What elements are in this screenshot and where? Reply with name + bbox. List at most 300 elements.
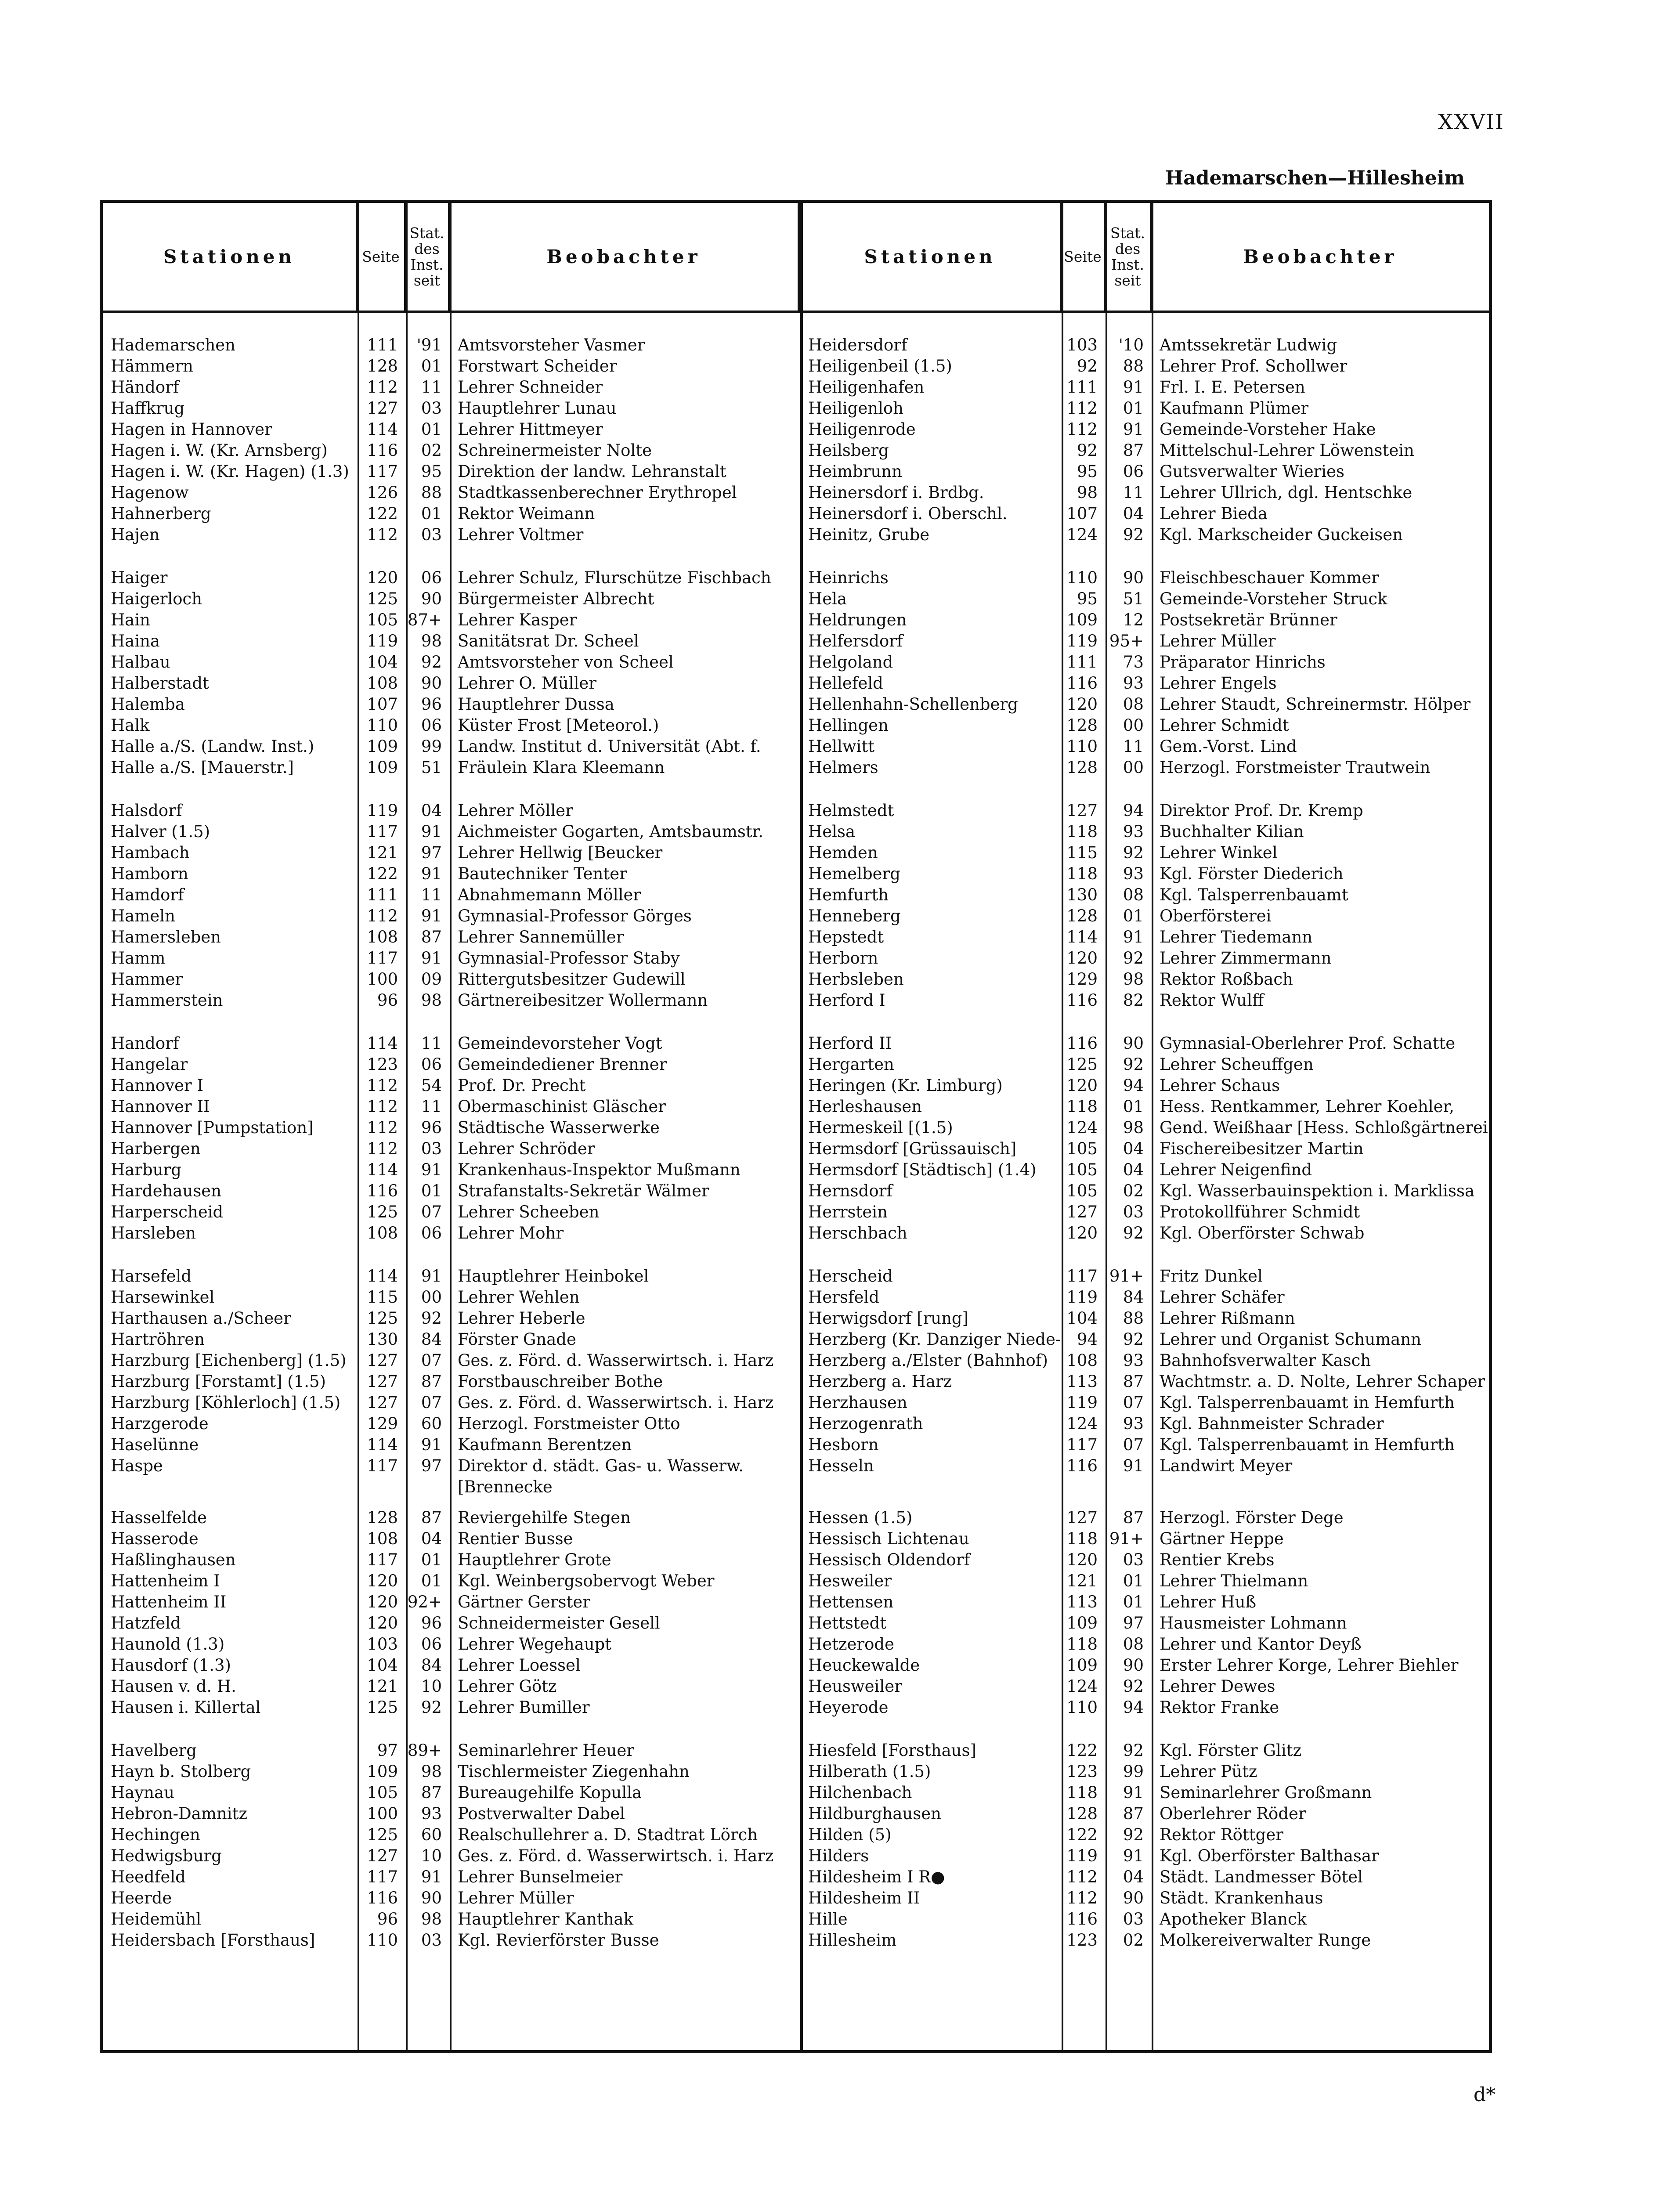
page-ref: 120 <box>1066 949 1098 968</box>
page-ref: 110 <box>367 716 398 735</box>
page-ref: 119 <box>1066 1846 1098 1865</box>
year-since: 91 <box>421 907 442 925</box>
year-since: 00 <box>1123 716 1144 735</box>
station-name: Helmers <box>808 758 878 777</box>
year-since: 06 <box>421 568 442 587</box>
table-row <box>103 885 800 906</box>
page-ref: 107 <box>367 695 398 714</box>
year-since: 60 <box>421 1414 442 1433</box>
table-row <box>103 1740 800 1761</box>
observer-name: Lehrer Schäfer <box>1160 1288 1285 1307</box>
page-ref: 96 <box>377 1910 398 1929</box>
table-row <box>800 1054 1492 1075</box>
year-since: 04 <box>421 801 442 820</box>
page-ref: 114 <box>1066 928 1098 946</box>
table-row <box>103 1329 800 1350</box>
year-since: 84 <box>421 1656 442 1675</box>
observer-name: Amtssekretär Ludwig <box>1160 336 1337 354</box>
observer-name: Kgl. Talsperrenbauamt in Hemfurth <box>1160 1393 1455 1412</box>
observer-name: Seminarlehrer Heuer <box>458 1741 634 1760</box>
station-name: Haynau <box>111 1783 174 1802</box>
page-ref: 112 <box>367 1118 398 1137</box>
table-row <box>103 1507 800 1528</box>
page-ref: 120 <box>367 1593 398 1611</box>
station-name: Halsdorf <box>111 801 182 820</box>
right-entry-block <box>800 1266 1492 1477</box>
station-name: Heilsberg <box>808 441 889 460</box>
page-ref: 120 <box>1066 1224 1098 1242</box>
year-since: 92 <box>1123 1224 1144 1242</box>
page-ref: 103 <box>1066 336 1098 354</box>
table-row <box>800 1867 1492 1888</box>
observer-name: Lehrer Wegehaupt <box>458 1635 612 1654</box>
page-ref: 94 <box>1077 1330 1098 1349</box>
observer-name: Lehrer Heberle <box>458 1309 585 1328</box>
page-ref: 112 <box>367 1097 398 1116</box>
left-entry-block <box>103 1033 800 1244</box>
table-row <box>103 1676 800 1697</box>
table-row <box>103 1075 800 1096</box>
page-ref: 116 <box>1066 1456 1098 1475</box>
station-name: Heiligenrode <box>808 420 916 439</box>
table-row <box>800 694 1492 715</box>
observer-name: Direktor Prof. Dr. Kremp <box>1160 801 1363 820</box>
observer-name: Fleischbeschauer Kommer <box>1160 568 1379 587</box>
year-since: 84 <box>421 1330 442 1349</box>
year-since: 93 <box>1123 674 1144 693</box>
table-row <box>103 1528 800 1549</box>
page-ref: 108 <box>367 1529 398 1548</box>
observer-name: Hauptlehrer Heinbokel <box>458 1267 649 1286</box>
observer-name: Präparator Hinrichs <box>1160 653 1326 672</box>
table-row <box>800 482 1492 503</box>
year-since: 87 <box>1123 1804 1144 1823</box>
table-row <box>800 990 1492 1011</box>
station-name: Hildburghausen <box>808 1804 941 1823</box>
year-since: 10 <box>421 1677 442 1696</box>
observer-name: Kgl. Weinbergsobervogt Weber <box>458 1571 715 1590</box>
observer-name: Lehrer Prof. Schollwer <box>1160 357 1348 376</box>
table-row <box>103 673 800 694</box>
year-since: 04 <box>1123 1139 1144 1158</box>
station-name: Haselünne <box>111 1435 199 1454</box>
station-name: Herzhausen <box>808 1393 907 1412</box>
year-since: 99 <box>1123 1762 1144 1781</box>
table-row <box>800 757 1492 778</box>
right-entry-block <box>800 1507 1492 1718</box>
page-ref: 121 <box>367 1677 398 1696</box>
table-row <box>800 652 1492 673</box>
page-ref: 130 <box>1066 885 1098 904</box>
table-row <box>800 1824 1492 1846</box>
table-row <box>800 1350 1492 1371</box>
observer-name: Gutsverwalter Wieries <box>1160 462 1345 481</box>
observer-name: Forstbauschreiber Bothe <box>458 1372 663 1391</box>
table-row <box>103 1613 800 1634</box>
year-since: 95+ <box>1109 632 1144 650</box>
station-name: Heiligenloh <box>808 399 904 418</box>
page-ref: 127 <box>1066 1203 1098 1221</box>
page-ref: 119 <box>367 801 398 820</box>
table-row <box>800 440 1492 461</box>
table-row <box>103 715 800 736</box>
year-since: 88 <box>1123 1309 1144 1328</box>
station-name: Hardehausen <box>111 1181 222 1200</box>
observer-name: Kgl. Wasserbauinspektion i. Marklissa <box>1160 1181 1475 1200</box>
year-since: 91 <box>421 1267 442 1286</box>
table-row <box>103 567 800 589</box>
table-row <box>800 927 1492 948</box>
page-ref: 105 <box>367 610 398 629</box>
year-since: 91+ <box>1109 1267 1144 1286</box>
table-row <box>800 398 1492 419</box>
table-row <box>800 567 1492 589</box>
observer-name: Reviergehilfe Stegen <box>458 1508 631 1527</box>
table-row <box>800 419 1492 440</box>
station-name: Helgoland <box>808 653 893 672</box>
table-row <box>103 524 800 545</box>
table-row <box>800 335 1492 356</box>
page-ref: 100 <box>367 1804 398 1823</box>
observer-name: Stadtkassenberechner Erythropel <box>458 483 737 502</box>
year-since: 87 <box>1123 441 1144 460</box>
year-since: 02 <box>421 441 442 460</box>
station-name: Hemden <box>808 843 878 862</box>
station-name: Hattenheim I <box>111 1571 220 1590</box>
year-since: 91 <box>421 1867 442 1886</box>
station-name: Hain <box>111 610 150 629</box>
table-row <box>103 1181 800 1202</box>
station-name: Heidersbach [Forsthaus] <box>111 1931 315 1950</box>
table-row <box>103 906 800 927</box>
year-since: 87 <box>1123 1508 1144 1527</box>
station-name: Hamdorf <box>111 885 184 904</box>
observer-name: Förster Gnade <box>458 1330 576 1349</box>
station-name: Hamersleben <box>111 928 221 946</box>
table-row <box>103 461 800 482</box>
observer-name: Tischlermeister Ziegenhahn <box>458 1762 690 1781</box>
page-ref: 122 <box>1066 1825 1098 1844</box>
year-since: 08 <box>1123 885 1144 904</box>
station-name: Harsefeld <box>111 1267 192 1286</box>
page-ref: 98 <box>1077 483 1098 502</box>
station-name: Hilders <box>808 1846 869 1865</box>
station-name: Hessen (1.5) <box>808 1508 913 1527</box>
table-row <box>103 1782 800 1803</box>
page-ref: 112 <box>367 1139 398 1158</box>
page-ref: 117 <box>367 822 398 841</box>
station-name: Halver (1.5) <box>111 822 210 841</box>
table-row <box>800 610 1492 631</box>
right-entry-block <box>800 335 1492 545</box>
table-row <box>103 1846 800 1867</box>
table-row <box>800 1930 1492 1951</box>
year-since: 89+ <box>407 1741 442 1760</box>
year-since: 11 <box>1123 483 1144 502</box>
observer-name: Lehrer Engels <box>1160 674 1277 693</box>
station-name: Heyerode <box>808 1698 889 1717</box>
header-stationen-right: Stationen <box>800 203 1062 311</box>
table-row <box>800 356 1492 377</box>
table-row <box>800 885 1492 906</box>
year-since: 92 <box>421 1309 442 1328</box>
page-ref: 125 <box>367 1698 398 1717</box>
observer-name: Lehrer und Organist Schumann <box>1160 1330 1422 1349</box>
page-ref: 123 <box>1066 1931 1098 1950</box>
year-since: 09 <box>421 970 442 989</box>
table-row <box>800 1413 1492 1434</box>
page-ref: 119 <box>1066 1288 1098 1307</box>
page-ref: 125 <box>367 1309 398 1328</box>
observer-name: Hauptlehrer Dussa <box>458 695 614 714</box>
station-name: Hademarschen <box>111 336 236 354</box>
station-name: Heldrungen <box>808 610 907 629</box>
station-name: Harsleben <box>111 1224 196 1242</box>
year-since: 88 <box>1123 357 1144 376</box>
page-ref: 109 <box>367 758 398 777</box>
table-row <box>103 1888 800 1909</box>
station-name: Heidemühl <box>111 1910 202 1929</box>
table-row <box>103 356 800 377</box>
observer-name: Lehrer Rißmann <box>1160 1309 1295 1328</box>
page-ref: 119 <box>367 632 398 650</box>
observer-name: Lehrer Dewes <box>1160 1677 1275 1696</box>
table-row <box>103 503 800 524</box>
year-since: 07 <box>1123 1435 1144 1454</box>
station-name: Helmstedt <box>808 801 894 820</box>
observer-name: Krankenhaus-Inspektor Mußmann <box>458 1160 741 1179</box>
table-row <box>800 736 1492 757</box>
observer-name: Lehrer Bieda <box>1160 504 1268 523</box>
observer-name: Kgl. Revierförster Busse <box>458 1931 659 1950</box>
left-entry-block <box>103 1507 800 1718</box>
year-since: 88 <box>421 483 442 502</box>
observer-name: Gymnasial-Oberlehrer Prof. Schatte <box>1160 1034 1456 1053</box>
year-since: 54 <box>421 1076 442 1095</box>
table-row <box>103 863 800 885</box>
table-row <box>103 1456 800 1477</box>
station-name: Hellwitt <box>808 737 875 756</box>
station-name: Hilchenbach <box>808 1783 912 1802</box>
observer-name: Amtsvorsteher von Scheel <box>458 653 674 672</box>
year-since: 01 <box>421 504 442 523</box>
observer-name: Prof. Dr. Precht <box>458 1076 586 1095</box>
right-entry-block <box>800 567 1492 778</box>
year-since: 03 <box>1123 1203 1144 1221</box>
page-ref: 128 <box>1066 758 1098 777</box>
table-row <box>103 757 800 778</box>
table-row <box>800 1181 1492 1202</box>
table-row <box>800 1287 1492 1308</box>
observer-name: Lehrer Wehlen <box>458 1288 580 1307</box>
year-since: 07 <box>421 1393 442 1412</box>
station-name: Hesweiler <box>808 1571 892 1590</box>
year-since: 00 <box>421 1288 442 1307</box>
page-ref: 118 <box>1066 1529 1098 1548</box>
year-since: 06 <box>421 1055 442 1074</box>
station-name: Hellingen <box>808 716 889 735</box>
year-since: 87 <box>421 928 442 946</box>
station-name: Hilberath (1.5) <box>808 1762 931 1781</box>
page-ref: 116 <box>1066 1034 1098 1053</box>
year-since: 03 <box>421 1931 442 1950</box>
year-since: 96 <box>421 1118 442 1137</box>
station-name: Hille <box>808 1910 848 1929</box>
station-name: Heringen (Kr. Limburg) <box>808 1076 1003 1095</box>
observer-name: Lehrer Thielmann <box>1160 1571 1308 1590</box>
station-name: Hasserode <box>111 1529 199 1548</box>
year-since: 93 <box>1123 822 1144 841</box>
page-ref: 96 <box>377 991 398 1010</box>
year-since: 10 <box>421 1846 442 1865</box>
table-row <box>800 1528 1492 1549</box>
year-since: 98 <box>421 1762 442 1781</box>
year-since: 91 <box>421 1160 442 1179</box>
page-ref: 125 <box>367 1203 398 1221</box>
observer-name: Gymnasial-Professor Staby <box>458 949 680 968</box>
observer-name: Gemeinde-Vorsteher Struck <box>1160 589 1387 608</box>
station-name: Hergarten <box>808 1055 894 1074</box>
table-row <box>103 990 800 1011</box>
page-ref: 124 <box>1066 1414 1098 1433</box>
table-row <box>103 1202 800 1223</box>
station-name: Heinitz, Grube <box>808 525 930 544</box>
station-name: Hagen i. W. (Kr. Hagen) (1.3) <box>111 462 349 481</box>
page-ref: 118 <box>1066 864 1098 883</box>
page-ref: 112 <box>1066 1867 1098 1886</box>
year-since: 95 <box>421 462 442 481</box>
table-row <box>103 1371 800 1392</box>
table-row <box>103 1054 800 1075</box>
page-ref: 112 <box>1066 420 1098 439</box>
page-ref: 127 <box>367 1351 398 1370</box>
table-row <box>103 1434 800 1456</box>
table-row <box>800 1888 1492 1909</box>
year-since: 01 <box>1123 399 1144 418</box>
year-since: 04 <box>421 1529 442 1548</box>
page-number: XXVII <box>1438 110 1504 134</box>
table-row <box>103 377 800 398</box>
station-name: Hellenhahn-Schellenberg <box>808 695 1018 714</box>
station-name: Herscheid <box>808 1267 893 1286</box>
left-entry-block <box>103 335 800 545</box>
observer-name: Herzogl. Förster Dege <box>1160 1508 1344 1527</box>
station-name: Herleshausen <box>808 1097 922 1116</box>
page-ref: 112 <box>367 378 398 397</box>
page-ref: 112 <box>367 1076 398 1095</box>
observer-name: Hess. Rentkammer, Lehrer Koehler, <box>1160 1097 1454 1116</box>
year-since: 91 <box>421 1435 442 1454</box>
year-since: 87 <box>421 1372 442 1391</box>
year-since: 93 <box>1123 1351 1144 1370</box>
station-name: Hetzerode <box>808 1635 894 1654</box>
observer-name: Schreinermeister Nolte <box>458 441 652 460</box>
page-ref: 127 <box>367 1846 398 1865</box>
observer-name: Direktion der landw. Lehranstalt <box>458 462 726 481</box>
year-since: 90 <box>1123 1889 1144 1907</box>
year-since: 98 <box>421 632 442 650</box>
observer-name: Hauptlehrer Kanthak <box>458 1910 634 1929</box>
table-row <box>103 948 800 969</box>
year-since: 91 <box>421 949 442 968</box>
right-entry-block <box>800 800 1492 1011</box>
table-row <box>800 1138 1492 1159</box>
page-ref: 109 <box>367 737 398 756</box>
table-row <box>800 842 1492 863</box>
page-ref: 117 <box>367 949 398 968</box>
header-stat-left: Stat. des Inst. seit <box>406 203 450 311</box>
station-name: Hela <box>808 589 847 608</box>
page-ref: 114 <box>367 1435 398 1454</box>
year-since: 11 <box>421 885 442 904</box>
observer-name: Lehrer Staudt, Schreinermstr. Hölper <box>1160 695 1470 714</box>
station-name: Hammer <box>111 970 183 989</box>
station-name: Hettstedt <box>808 1614 887 1633</box>
table-row <box>800 524 1492 545</box>
year-since: 03 <box>1123 1550 1144 1569</box>
observer-name: Postverwalter Dabel <box>458 1804 625 1823</box>
left-entry-block <box>103 567 800 778</box>
table-row <box>103 1549 800 1571</box>
observer-name: Kgl. Bahnmeister Schrader <box>1160 1414 1384 1433</box>
table-row <box>103 1571 800 1592</box>
year-since: 82 <box>1123 991 1144 1010</box>
year-since: 87 <box>1123 1372 1144 1391</box>
station-name: Hahnerberg <box>111 504 211 523</box>
year-since: '10 <box>1118 336 1144 354</box>
table-row <box>103 1033 800 1054</box>
year-since: 92 <box>1123 1330 1144 1349</box>
observer-name: Gärtner Gerster <box>458 1593 590 1611</box>
page-ref: 105 <box>367 1783 398 1802</box>
table-row <box>800 1507 1492 1528</box>
page-ref: 124 <box>1066 1118 1098 1137</box>
observer-name: Kgl. Förster Diederich <box>1160 864 1344 883</box>
table-row <box>800 1266 1492 1287</box>
year-since: 51 <box>1123 589 1144 608</box>
station-name: Handorf <box>111 1034 179 1053</box>
page-ref: 121 <box>367 843 398 862</box>
table-row <box>800 863 1492 885</box>
observer-name: Kaufmann Berentzen <box>458 1435 632 1454</box>
station-name: Hemelberg <box>808 864 900 883</box>
page-ref: 114 <box>367 420 398 439</box>
station-name: Haffkrug <box>111 399 185 418</box>
page-ref: 127 <box>367 1393 398 1412</box>
station-name: Hermsdorf [Grüssauisch] <box>808 1139 1017 1158</box>
table-row <box>103 969 800 990</box>
station-name: Heiligenhafen <box>808 378 925 397</box>
left-entry-block <box>103 800 800 1011</box>
year-since: 92+ <box>407 1593 442 1611</box>
page-ref: 127 <box>1066 1508 1098 1527</box>
page-ref: 123 <box>367 1055 398 1074</box>
station-name: Herzberg a. Harz <box>808 1372 952 1391</box>
station-name: Herzberg a./Elster (Bahnhof) <box>808 1351 1048 1370</box>
page-ref: 110 <box>1066 737 1098 756</box>
header-beobachter-right: Beobachter <box>1243 246 1398 267</box>
year-since: 04 <box>1123 504 1144 523</box>
observer-name: Lehrer Winkel <box>1160 843 1278 862</box>
year-since: 91 <box>1123 1783 1144 1802</box>
table-row <box>800 1782 1492 1803</box>
observer-name: Bautechniker Tenter <box>458 864 627 883</box>
page-ref: 125 <box>367 1825 398 1844</box>
table-row <box>103 589 800 610</box>
table-row <box>103 927 800 948</box>
table-row <box>800 1392 1492 1413</box>
observer-name: Wachtmstr. a. D. Nolte, Lehrer Schaper <box>1160 1372 1485 1391</box>
